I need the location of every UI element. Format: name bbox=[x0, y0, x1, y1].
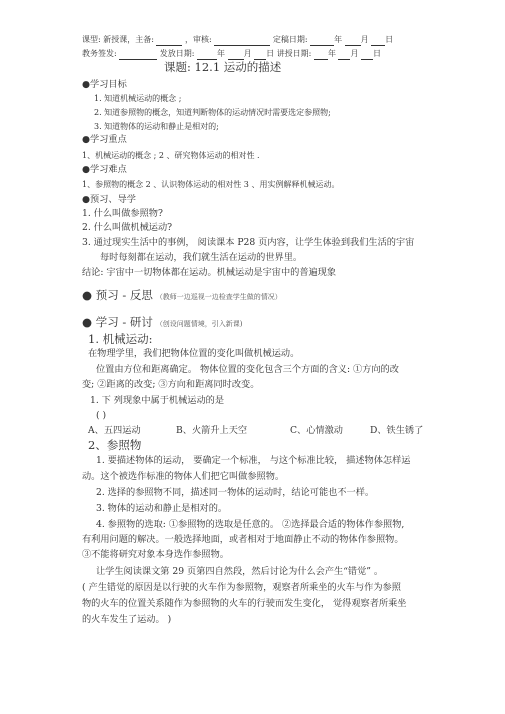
blank bbox=[345, 35, 361, 46]
section-1-line: 变; ②距离的改变; ③方向和距离同时改变。 bbox=[82, 379, 260, 390]
month-label: 月 bbox=[350, 49, 359, 58]
header-final-date-label: 定稿日期: bbox=[272, 35, 308, 44]
question-answer-blank: ( ) bbox=[96, 410, 107, 421]
section-2-line: ( 产生错觉的原因是以行驶的火车作为参照物，观察者所乘坐的火车与作为参照 bbox=[82, 582, 401, 593]
header-reviewer-label: ，审核: bbox=[185, 35, 212, 44]
keypoints-text: 1、机械运动的概念 ; 2 、研究物体运动的相对性 . bbox=[82, 151, 260, 160]
day-label: 日 bbox=[266, 49, 275, 58]
section-2-line: 有利用问题的解决。一般选择地面，或者相对于地面静止不动的物体作参照物。 bbox=[82, 534, 404, 545]
header-issuer-label: 教务签发: bbox=[82, 49, 117, 58]
section-1-line: 在物理学里，我们把物体位置的变化叫做机械运动。 bbox=[88, 348, 300, 359]
option-d: D、铁生锈了 bbox=[370, 425, 424, 436]
section-2-line: 1. 要描述物体的运动， 要确定一个标准， 与这个标准比较， 描述物体怎样运 bbox=[96, 455, 411, 466]
preview-question-3: 3. 通过现实生活中的事例， 阅读课本 P28 页内容，让学生体验到我们生活的宇宙 bbox=[82, 237, 415, 248]
section-2-line: ③不能将研究对象本身选作参照物。 bbox=[82, 549, 229, 560]
year-label: 年 bbox=[327, 49, 336, 58]
reflect-section bbox=[82, 289, 282, 303]
preview-question-1: 1. 什么叫做参照物? bbox=[82, 208, 163, 219]
preview-heading: ●预习、导学 bbox=[82, 194, 136, 205]
study-heading: ● 学习 - 研讨 bbox=[82, 315, 153, 329]
blank bbox=[254, 49, 266, 60]
section-2-line: 让学生阅读课文第 29 页第四自然段，然后讨论为什么会产生“错觉” 。 bbox=[96, 566, 384, 577]
section-2-line: 动。这个被选作标准的物体人们把它叫做参照物。 bbox=[82, 471, 285, 482]
preview-question-2: 2. 什么叫做机械运动? bbox=[82, 222, 173, 233]
section-2-line: 4. 参照物的选取: ①参照物的选取是任意的。 ②选择最合适的物体作参照物, bbox=[96, 519, 405, 530]
year-label: 年 bbox=[217, 49, 226, 58]
goals-heading: ●学习目标 bbox=[82, 79, 127, 90]
section-2-line: 的火车发生了运动。 ) bbox=[82, 614, 172, 625]
year-label: 年 bbox=[334, 35, 343, 44]
blank bbox=[371, 35, 385, 46]
study-section bbox=[82, 316, 243, 330]
blank bbox=[197, 49, 217, 60]
goal-item: 1. 知道机械运动的概念 ; bbox=[94, 94, 182, 103]
header-teach-date-label: 讲授日期: bbox=[276, 49, 312, 58]
preview-conclusion: 结论: 宇宙中一切物体都在运动。机械运动是宇宙中的普遍现象 bbox=[82, 267, 337, 278]
option-b: B、火箭升上天空 bbox=[176, 425, 248, 436]
blank bbox=[228, 49, 244, 60]
blank bbox=[310, 35, 334, 46]
blank bbox=[156, 35, 182, 46]
day-label: 日 bbox=[385, 35, 394, 44]
keypoints-heading: ●学习重点 bbox=[82, 134, 127, 145]
section-1-title: 1. 机械运动: bbox=[88, 332, 153, 346]
section-2-line: 3. 物体的运动和静止是相对的。 bbox=[96, 503, 228, 514]
blank bbox=[214, 35, 270, 46]
section-2-title: 2、参照物 bbox=[88, 438, 142, 452]
blank bbox=[314, 49, 328, 60]
option-a: A、五四运动 bbox=[88, 425, 141, 436]
question-stem: 1. 下 列现象中属于机械运动的是 bbox=[90, 395, 225, 406]
difficulties-heading: ●学习难点 bbox=[82, 164, 127, 175]
blank bbox=[338, 49, 350, 60]
section-2-line: 2. 选择的参照物不同，描述同一物体的运动时，结论可能也不一样。 bbox=[96, 487, 375, 498]
header-line-1 bbox=[82, 34, 393, 46]
month-label: 月 bbox=[360, 35, 369, 44]
section-2-line: 物的火车的位置关系随作为参照物的火车的行驶而发生变化， 觉得观察者所乘坐 bbox=[82, 598, 407, 609]
preview-question-3-cont: 每时每刻都在运动，我们就生活在运动的世界里。 bbox=[100, 252, 303, 263]
goal-item: 3. 知道物体的运动和静止是相对的; bbox=[94, 122, 219, 131]
goal-item: 2. 知道参照物的概念，知道判断物体的运动情况时需要选定参照物; bbox=[94, 108, 331, 117]
month-label: 月 bbox=[243, 49, 252, 58]
header-course-type: 课型: 新授课，主备: bbox=[82, 35, 154, 44]
page-title: 课题: 12.1 运动的描述 bbox=[164, 60, 282, 74]
header-issue-date-label: 发放日期: bbox=[159, 49, 195, 58]
difficulties-text: 1、参照物的概念 2 、认识物体运动的相对性 3 、用实例解释机械运动。 bbox=[82, 180, 340, 189]
option-c: C、心情激动 bbox=[290, 425, 343, 436]
blank bbox=[119, 49, 157, 60]
blank bbox=[361, 49, 373, 60]
header-line-2 bbox=[82, 48, 381, 60]
reflect-note: （教师一边巡视一边检查学生做的情况） bbox=[155, 293, 282, 301]
day-label: 日 bbox=[373, 49, 382, 58]
reflect-heading: ● 预习 - 反思 bbox=[82, 288, 153, 302]
section-1-line: 位置由方位和距离确定。 物体位置的变化包含三个方面的含义: ①方向的改 bbox=[96, 364, 399, 375]
study-note: （创设问题情境，引入新课) bbox=[155, 320, 243, 328]
